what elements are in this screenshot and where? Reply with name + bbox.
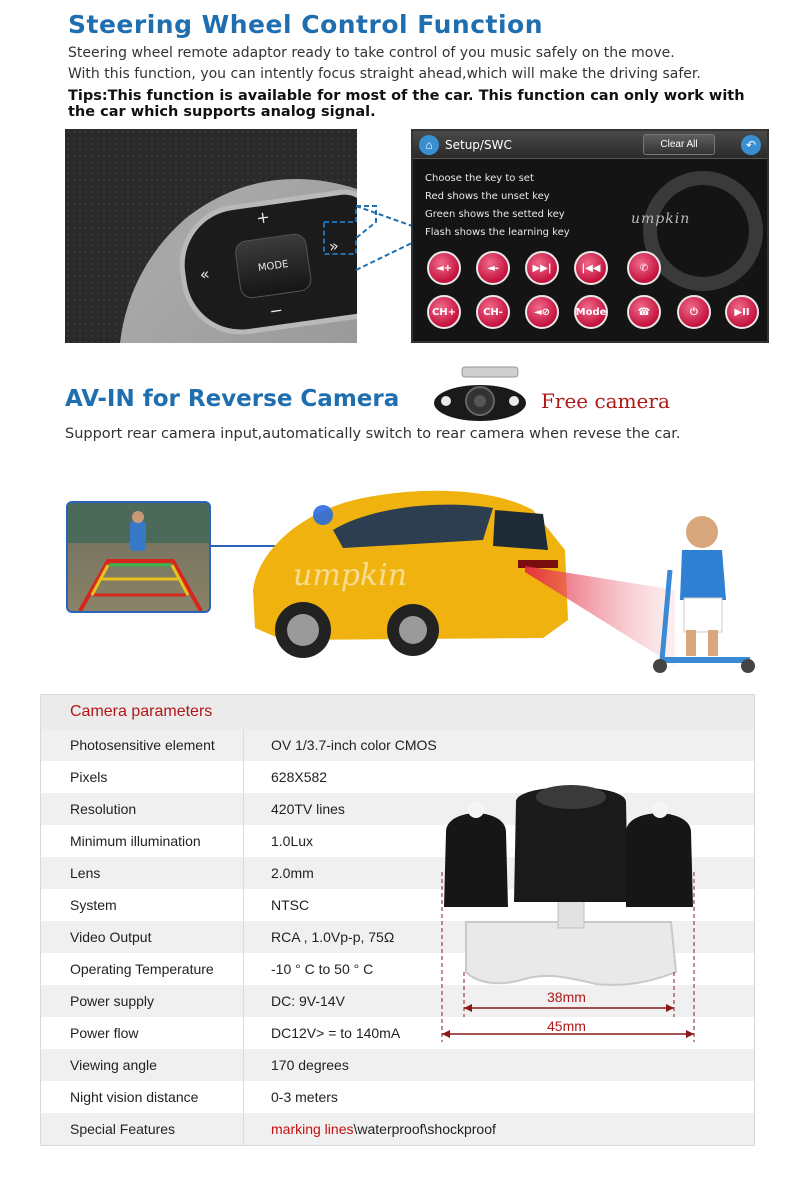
param-value: DC: 9V-14V [271,993,345,1009]
table-row [41,1049,754,1081]
param-value: 170 degrees [271,1057,349,1073]
param-key: Lens [70,865,101,881]
mini-camera-icon [430,365,530,427]
param-value: -10 ° C to 50 ° C [271,961,374,977]
car-watermark: umpkin [293,558,408,593]
param-key: Operating Temperature [70,961,214,977]
param-value: RCA , 1.0Vp-p, 75Ω [271,929,395,945]
av-in-description: Support rear camera input,automatically switch to rear camera when revese the car. [65,426,681,442]
param-value: 1.0Lux [271,833,314,849]
next-track-key[interactable]: ▶▶| [525,251,559,285]
param-key: Photosensitive element [70,737,215,753]
screen-instruction-1: Choose the key to set [425,173,534,184]
camera-product-image [436,772,701,1047]
home-icon[interactable]: ⌂ [419,135,439,155]
back-icon[interactable]: ↶ [741,135,761,155]
param-key: Pixels [70,769,108,785]
av-in-section-title: AV-IN for Reverse Camera [65,386,400,412]
screen-title: Setup/SWC [445,138,512,152]
table-row [41,1081,754,1113]
param-key: Special Features [70,1121,176,1137]
param-key: System [70,897,117,913]
screen-title-bar [413,131,767,159]
call-answer-key[interactable]: ✆ [627,251,661,285]
swc-description-line-1: Steering wheel remote adaptor ready to take control of you music safely on the move. [68,45,675,61]
power-key[interactable]: ⏻ [677,295,711,329]
param-value: 420TV lines [271,801,345,817]
rear-view-display [66,501,211,613]
prev-glyph: « [198,264,211,285]
clear-all-button[interactable]: Clear All [643,134,715,155]
param-key: Viewing angle [70,1057,157,1073]
swc-tips: Tips:This function is available for most of the car. This function can only work with the car which supports analog signal. [68,88,745,120]
param-value [271,1121,496,1137]
special-highlight: marking lines [271,1121,354,1137]
steering-wheel-graphic [643,171,763,291]
screen-instruction-2: Red shows the unset key [425,191,550,202]
special-rest: \waterproof\shockproof [353,1121,496,1137]
param-value: 628X582 [271,769,328,785]
param-key: Night vision distance [70,1089,199,1105]
param-key: Power supply [70,993,155,1009]
param-key: Power flow [70,1025,139,1041]
dashed-arrow-connector [320,192,420,272]
mode-key-screen[interactable]: Mode [574,295,608,329]
play-pause-key[interactable]: ▶II [725,295,759,329]
mode-key: MODE [234,232,313,299]
screen-instruction-4: Flash shows the learning key [425,227,570,238]
child-on-scooter-image [640,510,755,675]
prev-track-key[interactable]: |◀◀ [574,251,608,285]
head-unit-screen [411,129,769,343]
screen-instruction-3: Green shows the setted key [425,209,565,220]
param-value: 0-3 meters [271,1089,338,1105]
param-key: Minimum illumination [70,833,201,849]
table-row [41,729,754,761]
param-value: DC12V> = to 140mA [271,1025,401,1041]
parameters-header [41,695,754,729]
dimension-outer-label: 45mm [547,1018,586,1034]
free-camera-label: Free camera [541,389,670,413]
table-row [41,1113,754,1145]
next-glyph: » [327,235,341,256]
param-key: Video Output [70,929,152,945]
volume-down-glyph: − [268,300,285,321]
yellow-car-image [243,470,573,660]
steering-wheel-photo [65,129,357,343]
dimension-inner-label: 38mm [547,989,586,1005]
param-key: Resolution [70,801,137,817]
param-value: OV 1/3.7-inch color CMOS [271,737,437,753]
mute-key[interactable]: ◄⊘ [525,295,559,329]
volume-down-key[interactable]: ◄- [476,251,510,285]
channel-down-key[interactable]: CH- [476,295,510,329]
channel-up-key[interactable]: CH+ [427,295,461,329]
parameters-title: Camera parameters [70,703,213,720]
call-hangup-key[interactable]: ☎ [627,295,661,329]
volume-up-key[interactable]: ◄+ [427,251,461,285]
swc-description-line-2: With this function, you can intently focus straight ahead,which will make the driving safer. [68,66,701,82]
param-value: 2.0mm [271,865,314,881]
swc-section-title: Steering Wheel Control Function [68,10,544,39]
param-value: NTSC [271,897,310,913]
screen-watermark: umpkin [631,211,691,227]
volume-up-glyph: + [255,207,272,228]
